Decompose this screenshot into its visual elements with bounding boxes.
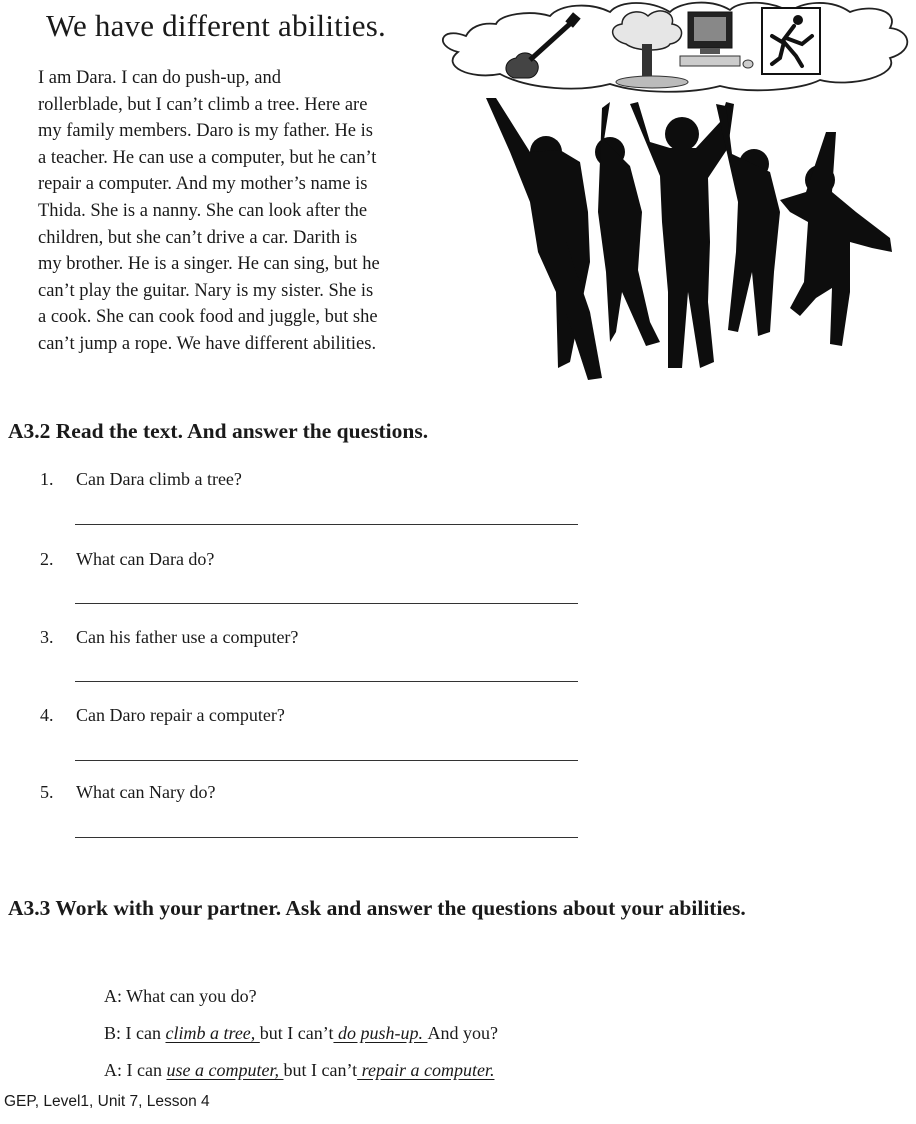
answer-line-4[interactable] xyxy=(75,760,578,761)
example-answer: repair a computer. xyxy=(357,1060,495,1080)
passage-line: I am Dara. I can do push-up, and xyxy=(38,68,281,88)
dialog-text: B: I can xyxy=(104,1023,166,1043)
passage-line: children, but she can’t drive a car. Darith is xyxy=(38,227,358,248)
question-1 xyxy=(40,469,242,490)
question-3 xyxy=(40,627,298,648)
dialog-line-1: A: What can you do? xyxy=(104,986,257,1006)
dialog-text: but I can’t xyxy=(283,1060,358,1080)
example-answer: do push-up. xyxy=(333,1023,428,1043)
dialog-text: And you? xyxy=(427,1023,498,1043)
passage-line: a cook. She can cook food and juggle, but she xyxy=(38,307,378,328)
passage-line: can’t jump a rope. We have different abilities. xyxy=(38,333,377,354)
question-text: Can Dara climb a tree? xyxy=(76,469,242,489)
example-answer: climb a tree, xyxy=(165,1023,260,1043)
question-text: What can Nary do? xyxy=(76,782,216,802)
answer-line-2[interactable] xyxy=(75,603,578,604)
question-4 xyxy=(40,705,285,726)
section-a32-heading: A3.2 Read the text. And answer the questions. xyxy=(8,419,429,443)
question-number: 2. xyxy=(40,549,54,569)
family-silhouette-image xyxy=(470,92,910,382)
section-a33-heading: A3.3 Work with your partner. Ask and answer the questions about your abilities. xyxy=(8,896,746,920)
question-text: Can Daro repair a computer? xyxy=(76,705,285,725)
passage-line: a teacher. He can use a computer, but he can’t xyxy=(38,147,377,168)
reading-passage xyxy=(38,65,478,358)
dialog-text: A: I can xyxy=(104,1060,167,1080)
question-text: Can his father use a computer? xyxy=(76,627,299,647)
question-number: 3. xyxy=(40,627,54,647)
question-2 xyxy=(40,549,214,570)
page-title: We have different abilities. xyxy=(46,8,386,43)
answer-line-5[interactable] xyxy=(75,837,578,838)
passage-line: can’t play the guitar. Nary is my sister. She is xyxy=(38,280,374,301)
abilities-thought-cloud xyxy=(430,0,916,95)
question-text: What can Dara do? xyxy=(76,549,215,569)
passage-line: Thida. She is a nanny. She can look after the xyxy=(38,200,368,221)
passage-line: my family members. Daro is my father. He is xyxy=(38,121,373,142)
question-number: 4. xyxy=(40,705,54,725)
dialog-text: but I can’t xyxy=(259,1023,334,1043)
passage-line: my brother. He is a singer. He can sing, but he xyxy=(38,254,380,275)
question-5 xyxy=(40,782,215,803)
page-footer: GEP, Level1, Unit 7, Lesson 4 xyxy=(4,1093,210,1110)
answer-line-1[interactable] xyxy=(75,524,578,525)
passage-line: repair a computer. And my mother’s name is xyxy=(38,174,368,195)
answer-line-3[interactable] xyxy=(75,681,578,682)
dialog-line-3 xyxy=(104,1060,494,1081)
passage-line: rollerblade, but I can’t climb a tree. Here are xyxy=(38,94,368,115)
question-number: 5. xyxy=(40,782,54,802)
rollerblade-icon xyxy=(762,8,820,74)
question-number: 1. xyxy=(40,469,54,489)
dialog-line-2 xyxy=(104,1023,498,1044)
example-answer: use a computer, xyxy=(166,1060,284,1080)
